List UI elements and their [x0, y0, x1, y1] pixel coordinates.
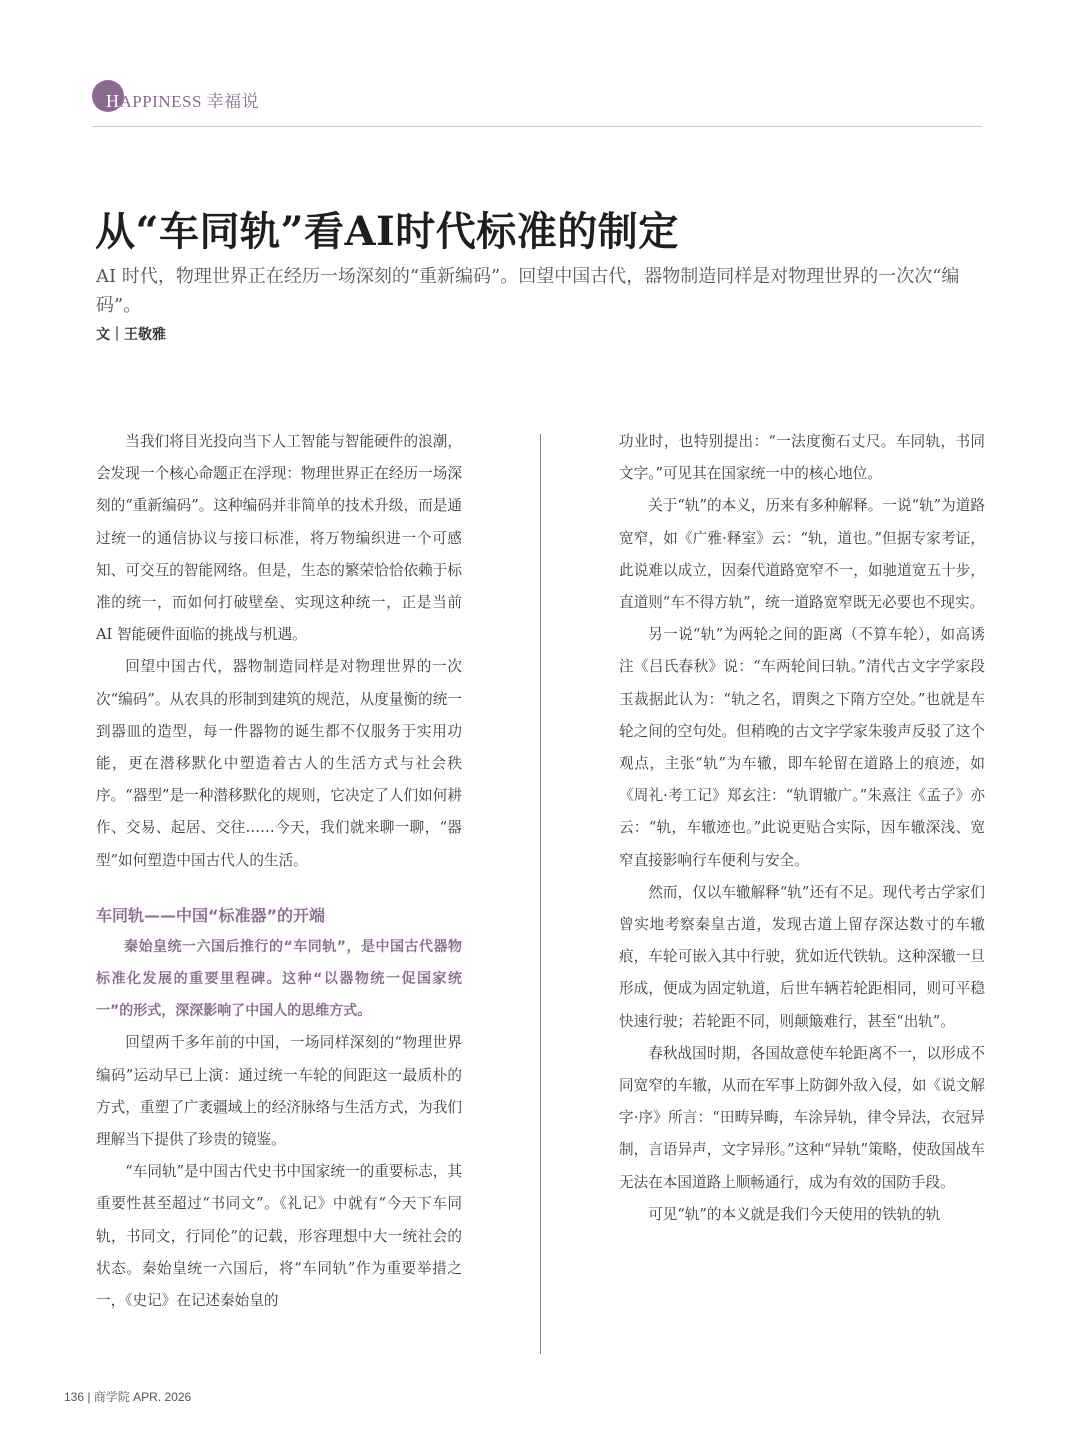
section-heading: 车同轨——中国“标准器”的开端	[96, 905, 326, 925]
page-header	[92, 78, 982, 128]
paragraph: 可见“轨”的本义就是我们今天使用的铁轨的轨	[648, 1205, 941, 1223]
article-subtitle: AI 时代，物理世界正在经历一场深刻的“重新编码”。回望中国古代，器物制造同样是对物理世界的一次次“编码”。	[96, 266, 960, 316]
paragraph: 春秋战国时期，各国故意使车轮距离不一，以形成不同宽窄的车辙，从而在军事上防御外敌入侵，如《说文解字·序》所言：“田畴异畮，车涂异轨，律令异法，衣冠异制，言语异声，文字异形。”这种“异轨”策略，使敌国战车无法在本国道路上顺畅通行，成为有效的国防手段。	[619, 1044, 985, 1191]
article-title: 从“车同轨”看AI时代标准的制定	[95, 208, 679, 255]
section-name: 幸福说	[206, 92, 260, 111]
column-divider	[540, 434, 541, 1354]
paragraph: 另一说“轨”为两轮之间的距离（不算车轮），如高诱注《吕氏春秋》说：“车两轮间曰轨。”清代古文字学家段玉裁据此认为：“轨之名，谓舆之下隋方空处。”也就是车轮之间的空句处。但稍晚的古文字学家朱骏声反驳了这个观点，主张“轨”为车辙，即车轮留在道路上的痕迹，如《周礼·考工记》郑玄注：“轨谓辙广。”朱熹注《孟子》亦云：“轨，车辙迹也。”此说更贴合实际，因车辙深浅、宽窄直接影响行车便利与安全。	[619, 626, 985, 869]
paragraph: 回望中国古代，器物制造同样是对物理世界的一次次“编码”。从农具的形制到建筑的规范，从度量衡的统一到器皿的造型，每一件器物的诞生都不仅服务于实用功能，更在潜移默化中塑造着古人的生活方式与社会秩序。“器型”是一种潜移默化的规则，它决定了人们如何耕作、交易、起居、交往……今天，我们就来聊一聊，“器型”如何塑造中国古代人的生活。	[96, 658, 462, 869]
left-column	[96, 426, 462, 1317]
page-footer: 136 | 商学院 APR. 2026	[64, 1390, 192, 1404]
logo-word: APPINESS	[119, 92, 202, 111]
right-column	[619, 426, 985, 1231]
paragraph: 回望两千多年前的中国，一场同样深刻的“物理世界编码”运动早已上演：通过统一车轮的间距这一最质朴的方式，重塑了广袤疆域上的经济脉络与生活方式，为我们理解当下提供了珍贵的镜鉴。	[96, 1034, 462, 1149]
section-lede: 秦始皇统一六国后推行的“车同轨”，是中国古代器物标准化发展的重要里程碑。这种“以器物统一促国家统一”的形式，深深影响了中国人的思维方式。	[96, 938, 462, 1020]
paragraph: 当我们将目光投向当下人工智能与智能硬件的浪潮，会发现一个核心命题正在浮现：物理世界正在经历一场深刻的“重新编码”。这种编码并非简单的技术升级，而是通过统一的通信协议与接口标准，将万物编织进一个可感知、可交互的智能网络。但是，生态的繁荣恰恰依赖于标准的统一，而如何打破壁垒、实现这种统一，正是当前 AI 智能硬件面临的挑战与机遇。	[96, 433, 462, 644]
header-divider	[92, 126, 982, 127]
paragraph: “车同轨”是中国古代史书中国家统一的重要标志，其重要性甚至超过“书同文”。《礼记》中就有“今天下车同轨，书同文，行同伦”的记载，形容理想中大一统社会的状态。秦始皇统一六国后，将“车同轨”作为重要举措之一，《史记》在记述秦始皇的	[96, 1163, 462, 1310]
article-byline: 文｜王敬雅	[96, 327, 166, 343]
paragraph: 功业时，也特别提出：“一法度衡石丈尺。车同轨，书同文字。”可见其在国家统一中的核心地位。	[619, 433, 985, 483]
section-logo	[106, 87, 259, 112]
paragraph: 然而，仅以车辙解释“轨”还有不足。现代考古学家们曾实地考察秦皇古道，发现古道上留存深达数寸的车辙痕，车轮可嵌入其中行驶，犹如近代铁轨。这种深辙一旦形成，便成为固定轨道，后世车辆若轮距相同，则可平稳快速行驶；若轮距不同，则颠簸难行，甚至“出轨”。	[619, 883, 985, 1030]
paragraph: 关于“轨”的本义，历来有多种解释。一说“轨”为道路宽窄，如《广雅·释室》云：“轨，道也。”但据专家考证，此说难以成立，因秦代道路宽窄不一，如驰道宽五十步，直道则“车不得方轨”，统一道路宽窄既无必要也不现实。	[619, 497, 985, 612]
logo-initial: H	[106, 91, 120, 111]
